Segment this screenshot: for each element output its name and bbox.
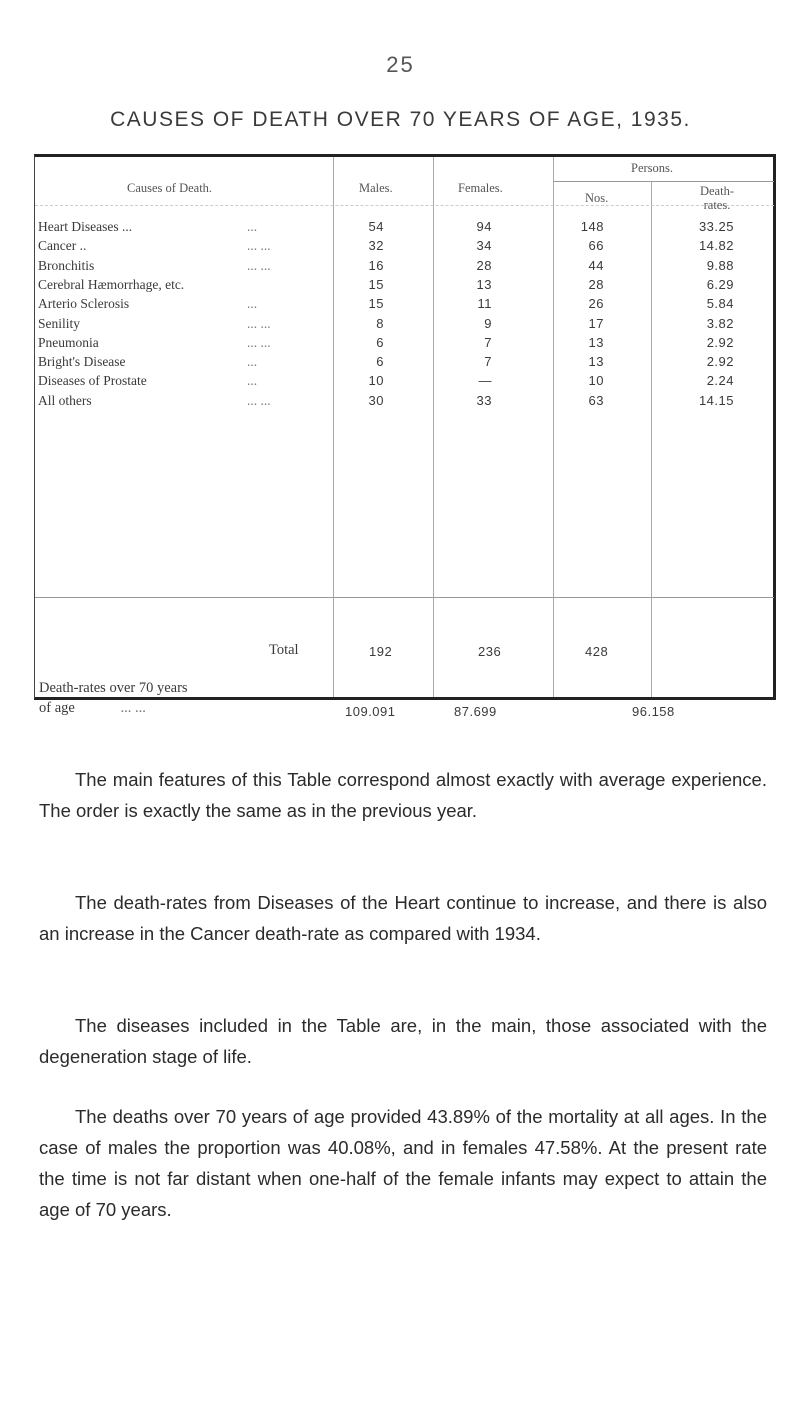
col-divider-rates bbox=[651, 181, 652, 697]
row-males: 30 bbox=[368, 392, 384, 408]
row-leader-dots: ... bbox=[247, 373, 258, 389]
row-males: 15 bbox=[368, 276, 384, 292]
row-females: 94 bbox=[476, 219, 492, 234]
row-cause: Bright's Disease bbox=[38, 354, 126, 370]
row-rate: 5.84 bbox=[706, 296, 734, 312]
row-rate: 33.25 bbox=[698, 219, 734, 234]
total-rule bbox=[35, 597, 774, 598]
row-rate: 2.92 bbox=[706, 334, 734, 350]
death-rate-males: 109.091 bbox=[345, 704, 396, 719]
row-rate: 14.15 bbox=[698, 392, 734, 408]
row-nos: 148 bbox=[580, 219, 604, 234]
row-rate: 9.88 bbox=[706, 257, 734, 273]
row-nos: 17 bbox=[588, 315, 604, 331]
paragraph-4: The deaths over 70 years of age provided 43.89% of the mortality at all ages. In the case of males the proportion was 40.08%, and in females 47.58%. At the present rate the time is not far distant when one-half of the female infants may expect to attain the age of 70 years. bbox=[39, 1106, 767, 1220]
row-females: 11 bbox=[477, 296, 492, 312]
row-cause: Cancer .. bbox=[38, 238, 87, 254]
row-rate: 6.29 bbox=[706, 276, 734, 292]
row-rate: 3.82 bbox=[706, 315, 734, 331]
row-leader-dots: ... ... bbox=[247, 392, 271, 408]
total-females: 236 bbox=[478, 644, 502, 659]
row-leader-dots: ... bbox=[247, 296, 258, 312]
header-death-rates: Death-rates. bbox=[699, 184, 734, 212]
page-title: CAUSES OF DEATH OVER 70 YEARS OF AGE, 1935. bbox=[110, 108, 691, 131]
row-males: 16 bbox=[368, 257, 384, 273]
header-cause: Causes of Death. bbox=[127, 181, 213, 195]
total-nos: 428 bbox=[585, 644, 609, 659]
death-rates-dots: ... ... bbox=[120, 700, 146, 716]
row-cause: Pneumonia bbox=[38, 334, 99, 350]
row-cause: Senility bbox=[38, 315, 81, 331]
row-cause: All others bbox=[38, 392, 92, 408]
header-females: Females. bbox=[458, 181, 503, 195]
row-nos: 28 bbox=[588, 276, 604, 292]
row-nos: 26 bbox=[588, 296, 604, 312]
row-females: 28 bbox=[476, 257, 492, 273]
header-rule bbox=[35, 205, 774, 206]
causes-of-death-table bbox=[34, 154, 776, 700]
page-number: 25 bbox=[386, 52, 415, 77]
header-males: Males. bbox=[359, 181, 393, 195]
row-males: 15 bbox=[368, 296, 384, 312]
death-rates-label-2-text: of age bbox=[39, 700, 75, 716]
row-rate: 14.82 bbox=[698, 238, 734, 254]
row-leader-dots: ... bbox=[247, 354, 258, 370]
row-nos: 13 bbox=[588, 334, 604, 350]
paragraph-1: The main features of this Table correspond almost exactly with average experience. The order is exactly the same as in the previous year. bbox=[39, 769, 767, 821]
row-males: 54 bbox=[368, 219, 384, 234]
row-females: 9 bbox=[484, 315, 492, 331]
col-divider-males bbox=[333, 157, 334, 697]
row-cause: Diseases of Prostate bbox=[38, 373, 147, 389]
row-leader-dots: ... ... bbox=[247, 238, 271, 254]
col-divider-females bbox=[433, 157, 434, 697]
death-rates-label-2 bbox=[39, 700, 146, 717]
death-rates-label-1: Death-rates over 70 years bbox=[39, 680, 188, 696]
row-cause: Cerebral Hæmorrhage, etc. bbox=[38, 276, 185, 292]
row-males: 6 bbox=[376, 354, 384, 370]
row-leader-dots: ... ... bbox=[247, 315, 271, 331]
row-females: 7 bbox=[484, 334, 492, 350]
row-leader-dots: ... bbox=[247, 219, 258, 234]
total-males: 192 bbox=[369, 644, 393, 659]
row-nos: 63 bbox=[588, 392, 604, 408]
col-divider-persons bbox=[553, 157, 554, 697]
total-label: Total bbox=[269, 642, 299, 658]
row-rate: 2.92 bbox=[706, 354, 734, 370]
row-nos: 10 bbox=[588, 373, 604, 389]
paragraph-3: The diseases included in the Table are, in the main, those associated with the degeneration stage of life. bbox=[39, 1015, 767, 1067]
row-males: 8 bbox=[376, 315, 384, 331]
header-nos: Nos. bbox=[585, 191, 609, 205]
row-nos: 66 bbox=[588, 238, 604, 254]
row-males: 32 bbox=[368, 238, 384, 254]
row-rate: 2.24 bbox=[706, 373, 734, 389]
row-females: 13 bbox=[476, 276, 492, 292]
header-persons: Persons. bbox=[631, 161, 674, 175]
row-males: 10 bbox=[368, 373, 384, 389]
row-females: 34 bbox=[476, 238, 492, 254]
paragraph-2: The death-rates from Diseases of the Heart continue to increase, and there is also an increase in the Cancer death-rate as compared with 1934. bbox=[39, 892, 767, 944]
row-nos: 44 bbox=[588, 257, 604, 273]
death-rate-persons: 96.158 bbox=[632, 704, 675, 719]
death-rate-females: 87.699 bbox=[454, 704, 497, 719]
row-leader-dots: ... ... bbox=[247, 334, 271, 350]
row-females: — bbox=[478, 373, 492, 389]
row-cause: Bronchitis bbox=[38, 257, 95, 273]
row-cause: Heart Diseases ... bbox=[38, 219, 133, 234]
row-leader-dots: ... ... bbox=[247, 257, 271, 273]
row-females: 7 bbox=[484, 354, 492, 370]
row-nos: 13 bbox=[588, 354, 604, 370]
row-cause: Arterio Sclerosis bbox=[38, 296, 130, 312]
row-males: 6 bbox=[376, 334, 384, 350]
row-females: 33 bbox=[476, 392, 492, 408]
persons-header-rule bbox=[553, 181, 774, 182]
